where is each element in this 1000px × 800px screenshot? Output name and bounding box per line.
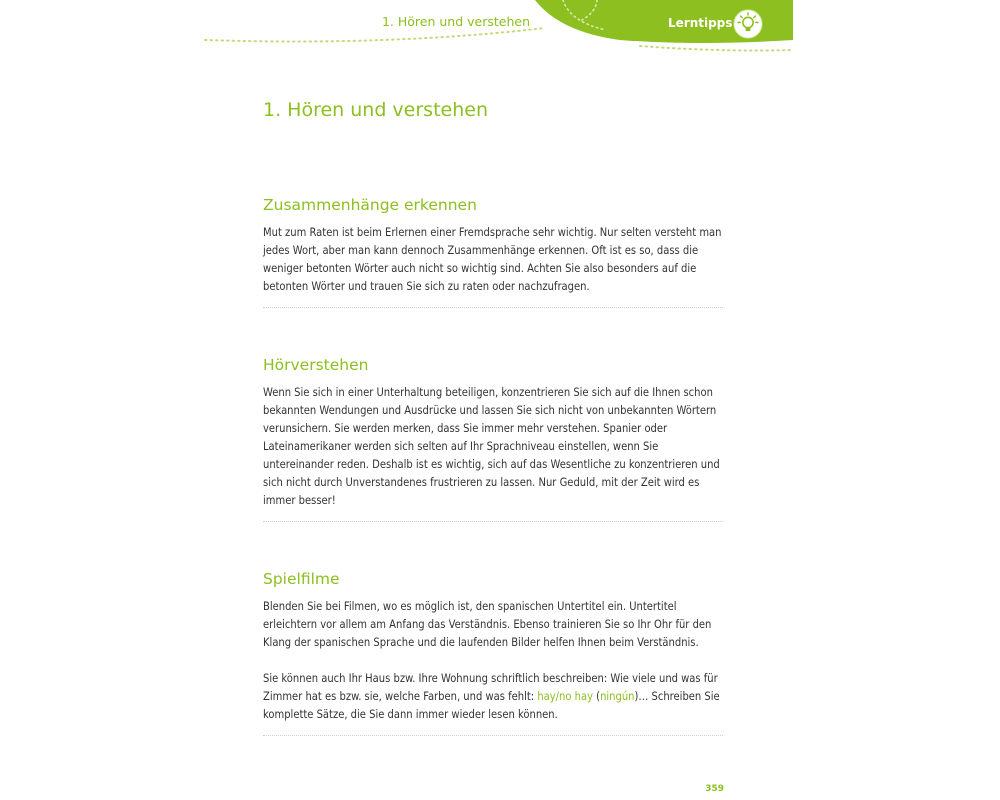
- section-heading: Spielfilme: [263, 570, 340, 588]
- section-paragraph: Mut zum Raten ist beim Erlernen einer Fremdsprache sehr wichtig. Nur selten versteht man jedes Wort, aber man kann dennoch Zusammenhänge erkennen. Oft ist es so, dass die weniger betonten Wörter auch nicht so wichtig sind. Achten Sie also besonders auf die betonten Wörter und trauen Sie sich zu raten oder nachzufragen.: [263, 226, 722, 293]
- section-paragraph: Wenn Sie sich in einer Unterhaltung beteiligen, konzentrieren Sie sich auf die Ihnen schon bekannten Wendungen und Ausdrücke und lassen Sie sich nicht von unbekannten Wörtern verunsichern. Sie werden merken, dass Sie immer mehr verstehen. Spanier oder Lateinamerikaner werden sich selten auf Ihr Sprachniveau einstellen, wenn Sie untereinander reden. Deshalb ist es wichtig, sich auf das Wesentliche zu konzentrieren und sich nicht durch Unverstandenes frustrieren zu lassen. Nur Geduld, mit der Zeit wird es immer besser!: [263, 386, 720, 507]
- header-decoration: [0, 0, 1000, 60]
- section-spielfilme: [263, 568, 723, 736]
- section-heading: Zusammenhänge erkennen: [263, 196, 477, 214]
- section-hoerverstehen: [263, 354, 723, 522]
- section-zusammenhaenge: [263, 194, 723, 308]
- page-content: [263, 96, 723, 736]
- section-paragraph-closing: [263, 670, 723, 724]
- section-heading: Hörverstehen: [263, 356, 369, 374]
- header-tab-label: Lerntipps: [668, 16, 733, 30]
- closing-text-between: (: [592, 690, 601, 703]
- section-divider: [263, 735, 723, 736]
- closing-text-before: Sie können auch Ihr Haus bzw. Ihre Wohnung schriftlich beschreiben: Wie viele und was für Zimmer hat es bzw. sie, welche Farben, und was fehlt:: [263, 672, 718, 703]
- header-chapter-title: 1. Hören und verstehen: [381, 14, 530, 29]
- page-title: 1. Hören und verstehen: [263, 99, 488, 121]
- spanish-term-hay-no-hay: hay/no hay: [537, 690, 593, 703]
- header-dotted-line: [205, 28, 545, 42]
- closing-text-after: )… Schreiben Sie komplette Sätze, die Sie dann immer wieder lesen können.: [263, 690, 720, 721]
- section-paragraph: Blenden Sie bei Filmen, wo es möglich ist, den spanischen Untertitel ein. Untertitel erleichtern vor allem am Anfang das Verständnis. Ebenso trainieren Sie so Ihr Ohr für den Klang der spanischen Sprache und die laufenden Bilder helfen Ihnen beim Verständnis.: [263, 600, 712, 649]
- header-dotted-line-right: [640, 46, 793, 51]
- spanish-term-ningun: ningún: [600, 690, 635, 703]
- lightbulb-icon: [733, 9, 763, 39]
- page-number: 359: [705, 784, 724, 794]
